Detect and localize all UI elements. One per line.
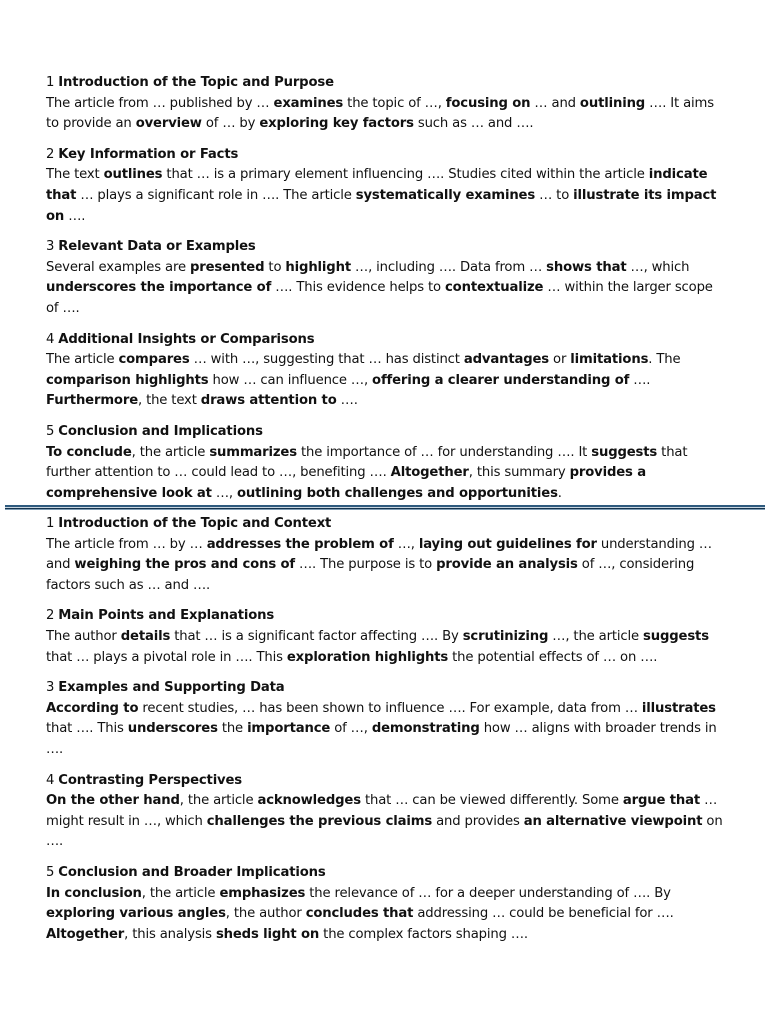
key-phrase: underscores the importance of <box>46 280 272 296</box>
section-title: Key Information or Facts <box>58 146 239 162</box>
key-phrase: exploring key factors <box>259 116 414 132</box>
key-phrase: shows that <box>546 259 627 275</box>
key-phrase: examines <box>273 95 344 111</box>
body-text: the importance of … for understanding …. It <box>296 444 592 460</box>
key-phrase: highlight <box>285 259 351 275</box>
body-text: …. <box>64 208 86 224</box>
section-5 <box>46 863 726 945</box>
key-phrase: In conclusion <box>46 885 142 901</box>
section-3 <box>46 678 726 760</box>
body-text: The article from … by … <box>46 536 207 552</box>
key-phrase: systematically examines <box>355 187 536 203</box>
body-text: …. It aims to provide an <box>46 95 714 132</box>
body-text: …. <box>629 372 651 388</box>
section-title: Conclusion and Broader Implications <box>58 864 326 880</box>
section-heading <box>46 678 726 699</box>
body-text: Several examples are <box>46 259 190 275</box>
body-text: … plays a significant role in …. The article <box>76 187 356 203</box>
body-text: on …. <box>46 813 723 850</box>
key-phrase: concludes that <box>305 906 414 922</box>
section-body <box>46 258 726 320</box>
key-phrase: exploring various angles <box>46 906 226 922</box>
key-phrase: argue that <box>622 793 701 809</box>
body-text: …, <box>393 536 419 552</box>
key-phrase: compares <box>118 352 190 368</box>
key-phrase: advantages <box>463 352 550 368</box>
body-text: such as … and …. <box>413 116 534 132</box>
body-text: recent studies, … has been shown to influence …. For example, data from … <box>138 700 642 716</box>
body-text: …, <box>211 485 237 501</box>
section-number: 5 <box>46 423 55 439</box>
key-phrase: To conclude <box>46 444 132 460</box>
body-text: that … can be viewed differently. Some <box>360 793 623 809</box>
section-title: Examples and Supporting Data <box>58 680 285 696</box>
key-phrase: provide an analysis <box>436 557 578 573</box>
key-phrase: laying out guidelines for <box>418 536 597 552</box>
section-number: 3 <box>46 680 55 696</box>
body-text: …, including …. Data from … <box>350 259 547 275</box>
template-part-2 <box>46 514 726 945</box>
key-phrase: sheds light on <box>215 926 320 942</box>
body-text: the relevance of … for a deeper understanding of …. By <box>305 885 671 901</box>
section-4 <box>46 771 726 853</box>
section-body <box>46 791 726 853</box>
key-phrase: suggests <box>643 628 709 644</box>
section-title: Introduction of the Topic and Context <box>58 516 332 531</box>
body-text: … and <box>530 95 580 111</box>
section-4 <box>46 330 726 412</box>
body-text: of … by <box>201 116 260 132</box>
body-text: . <box>557 485 562 501</box>
key-phrase: illustrate its impact on <box>46 187 717 224</box>
body-text: of …, considering factors such as … and …. <box>46 557 695 593</box>
key-phrase: suggests <box>591 444 658 460</box>
section-heading <box>46 606 726 627</box>
section-number: 4 <box>46 331 55 347</box>
body-text: , the article <box>179 793 258 809</box>
body-text: The article <box>46 352 119 368</box>
key-phrase: importance <box>247 721 331 737</box>
section-1 <box>46 514 726 596</box>
section-2 <box>46 145 726 227</box>
body-text: , the author <box>225 906 306 922</box>
section-number: 5 <box>46 864 55 880</box>
key-phrase: an alternative viewpoint <box>523 813 703 829</box>
body-text: , this analysis <box>124 926 216 942</box>
section-body <box>46 350 726 412</box>
section-heading <box>46 145 726 166</box>
body-text: that … plays a pivotal role in …. This <box>46 649 287 665</box>
body-text: , the text <box>137 393 201 409</box>
body-text: The article from … published by … <box>46 95 274 111</box>
body-text: , the article <box>131 444 210 460</box>
key-phrase: scrutinizing <box>462 628 549 644</box>
key-phrase: emphasizes <box>219 885 306 901</box>
section-number: 2 <box>46 146 55 162</box>
body-text: … might result in …, which <box>46 793 718 829</box>
section-heading <box>46 514 726 535</box>
body-text: that … is a primary element influencing …. Studies cited within the article <box>162 167 649 183</box>
section-number: 4 <box>46 772 55 788</box>
section-body <box>46 165 726 227</box>
body-text: … within the larger scope of …. <box>46 280 713 316</box>
body-text: …, the article <box>548 628 644 644</box>
key-phrase: Altogether <box>46 926 125 942</box>
key-phrase: demonstrating <box>371 721 480 737</box>
section-heading <box>46 771 726 792</box>
key-phrase: draws attention to <box>200 393 337 409</box>
section-2 <box>46 606 726 668</box>
section-1 <box>46 73 726 135</box>
body-text: and provides <box>432 813 524 829</box>
body-text: that …. This <box>46 721 128 737</box>
key-phrase: outlining <box>579 95 646 111</box>
key-phrase: Altogether <box>390 465 469 481</box>
key-phrase: challenges the previous claims <box>206 813 433 829</box>
section-heading <box>46 422 726 443</box>
section-number: 1 <box>46 75 55 90</box>
section-heading <box>46 73 726 94</box>
key-phrase: outlining both challenges and opportunities <box>236 485 558 501</box>
key-phrase: underscores <box>127 721 218 737</box>
section-5 <box>46 422 726 504</box>
key-phrase: outlines <box>103 167 163 183</box>
section-body <box>46 699 726 761</box>
key-phrase: On the other hand <box>46 793 180 809</box>
section-heading <box>46 330 726 351</box>
section-number: 1 <box>46 516 55 531</box>
body-text: , the article <box>141 885 220 901</box>
section-title: Conclusion and Implications <box>58 423 263 439</box>
section-body <box>46 884 726 946</box>
key-phrase: weighing the pros and cons of <box>74 557 295 573</box>
key-phrase: presented <box>189 259 265 275</box>
key-phrase: contextualize <box>445 280 544 296</box>
body-text: that … is a significant factor affecting …. By <box>170 628 463 644</box>
key-phrase: limitations <box>570 352 649 368</box>
body-text: how … aligns with broader trends in …. <box>46 721 717 757</box>
section-title: Contrasting Perspectives <box>58 772 243 788</box>
body-text: …. The purpose is to <box>294 557 437 573</box>
body-text: addressing … could be beneficial for …. <box>413 906 674 922</box>
key-phrase: Furthermore <box>46 393 138 409</box>
section-body <box>46 443 726 505</box>
section-divider-highlight <box>5 507 765 508</box>
body-text: to <box>264 259 286 275</box>
body-text: or <box>549 352 571 368</box>
key-phrase: acknowledges <box>257 793 361 809</box>
section-number: 2 <box>46 608 55 624</box>
body-text: understanding … and <box>46 536 712 573</box>
body-text: the <box>217 721 248 737</box>
body-text: the potential effects of … on …. <box>448 649 658 665</box>
section-title: Relevant Data or Examples <box>58 239 256 255</box>
section-heading <box>46 863 726 884</box>
section-heading <box>46 237 726 258</box>
body-text: The author <box>46 628 121 644</box>
body-text: . The <box>648 352 681 368</box>
section-title: Main Points and Explanations <box>58 608 275 624</box>
section-title: Additional Insights or Comparisons <box>58 331 315 347</box>
section-3 <box>46 237 726 319</box>
body-text: …, which <box>626 259 690 275</box>
key-phrase: exploration highlights <box>286 649 449 665</box>
key-phrase: comparison highlights <box>46 372 209 388</box>
section-body <box>46 94 726 135</box>
key-phrase: overview <box>135 116 202 132</box>
key-phrase: offering a clearer understanding of <box>372 372 630 388</box>
section-title: Introduction of the Topic and Purpose <box>58 75 334 90</box>
key-phrase: provides a comprehensive look at <box>46 465 646 501</box>
body-text: …. <box>336 393 358 409</box>
key-phrase: details <box>120 628 171 644</box>
key-phrase: illustrates <box>641 700 716 716</box>
key-phrase: According to <box>46 700 139 716</box>
body-text: … with …, suggesting that … has distinct <box>189 352 464 368</box>
template-part-1 <box>46 73 726 504</box>
body-text: the topic of …, <box>343 95 446 111</box>
body-text: … to <box>535 187 574 203</box>
section-body <box>46 627 726 668</box>
body-text: of …, <box>330 721 372 737</box>
section-number: 3 <box>46 239 55 255</box>
body-text: the complex factors shaping …. <box>319 926 528 942</box>
body-text: how … can influence …, <box>208 372 373 388</box>
key-phrase: focusing on <box>445 95 531 111</box>
key-phrase: addresses the problem of <box>206 536 394 552</box>
key-phrase: summarizes <box>209 444 297 460</box>
body-text: The text <box>46 167 104 183</box>
section-body <box>46 535 726 597</box>
key-phrase: indicate that <box>46 167 708 203</box>
body-text: that further attention to … could lead to …, benefiting …. <box>46 444 688 481</box>
body-text: , this summary <box>468 465 570 481</box>
body-text: …. This evidence helps to <box>271 280 446 296</box>
